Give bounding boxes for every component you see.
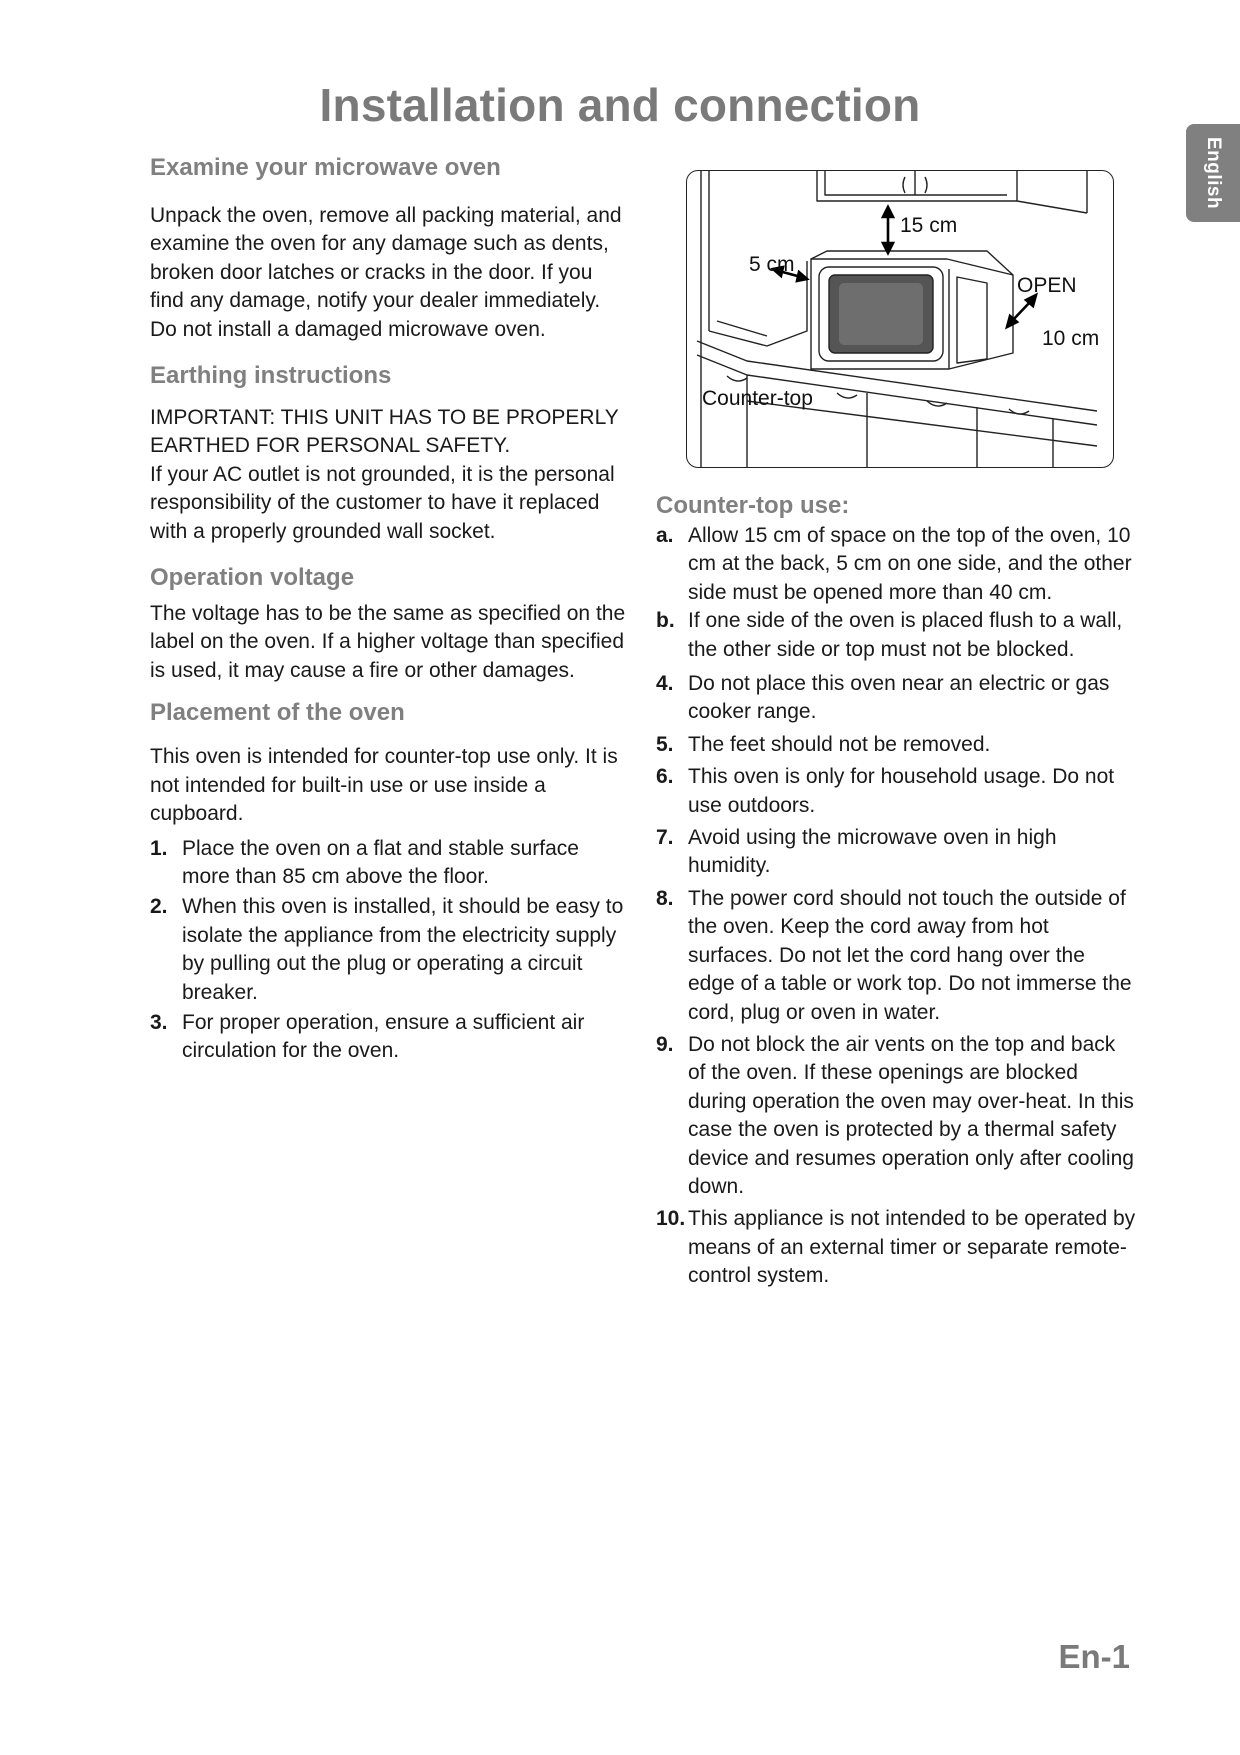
list-item [150, 1009, 630, 1066]
list-item [656, 522, 1136, 607]
list-item-text: The feet should not be removed. [688, 732, 991, 756]
figure-label-back: 10 cm [1042, 327, 1100, 350]
list-item-text: Do not place this oven near an electric or gas cooker range. [688, 672, 1110, 724]
earthing-body: If your AC outlet is not grounded, it is the personal responsibility of the customer to have it replaced with a properly grounded wall socket. [150, 462, 615, 543]
figure-label-side: 5 cm [749, 253, 795, 276]
list-item-number: 5. [656, 732, 674, 756]
list-item-text: The power cord should not touch the outside of the oven. Keep the cord away from hot surfaces. Do not let the cord hang over the edge of a table or work top. Do not immerse the cord, plug or oven in water. [688, 886, 1132, 1024]
list-item-number: 1. [150, 836, 168, 860]
list-item-text: When this oven is installed, it should be easy to isolate the appliance from the electricity supply by pulling out the plug or operating a circuit breaker. [182, 895, 624, 1004]
list-item [656, 1031, 1136, 1201]
examine-heading: Examine your microwave oven [150, 154, 501, 181]
figure-label-counter: Counter-top [702, 387, 813, 410]
list-item-text: If one side of the oven is placed flush to a wall, the other side or top must not be blocked. [688, 609, 1123, 661]
voltage-heading: Operation voltage [150, 564, 355, 592]
list-item-text: Place the oven on a flat and stable surface more than 85 cm above the floor. [182, 836, 579, 888]
left-column [150, 152, 630, 1066]
page-title: Installation and connection [319, 79, 921, 131]
language-tab [1186, 124, 1240, 222]
placement-heading: Placement of the oven [150, 699, 405, 727]
list-item [150, 893, 630, 1007]
list-item-number: a. [656, 524, 674, 547]
list-item [656, 763, 1136, 820]
list-item-number: 6. [656, 765, 674, 789]
list-item [656, 885, 1136, 1027]
placement-list [150, 835, 630, 1066]
list-item-text: Allow 15 cm of space on the top of the oven, 10 cm at the back, 5 cm on one side, and the other side must be opened more than 40 cm. [688, 524, 1132, 604]
earthing-important: IMPORTANT: THIS UNIT HAS TO BE PROPERLY EARTHED FOR PERSONAL SAFETY. [150, 406, 619, 458]
list-item-number: 2. [150, 895, 168, 919]
list-item-text: Do not block the air vents on the top and back of the oven. If these openings are blocked during operation the oven may over-heat. In this case the oven is protected by a thermal safety device and resumes operation only after cooling down. [688, 1032, 1134, 1198]
voltage-body: The voltage has to be the same as specified on the label on the oven. If a higher voltage than specified is used, it may cause a fire or other damages. [150, 602, 626, 682]
list-item-text: This oven is only for household usage. Do not use outdoors. [688, 765, 1115, 817]
list-item [656, 670, 1136, 727]
list-item-number: 4. [656, 672, 674, 696]
examine-body: Unpack the oven, remove all packing material, and examine the oven for any damage such as dents, broken door latches or cracks in the door. If you find any damage, notify your dealer immediately. Do not install a damaged microwave oven. [150, 204, 622, 341]
list-item-text: Avoid using the microwave oven in high humidity. [688, 826, 1057, 878]
earthing-heading: Earthing instructions [150, 362, 392, 390]
list-item-number: 9. [656, 1032, 674, 1056]
list-item-number: 7. [656, 826, 674, 850]
figure-label-open: OPEN [1017, 274, 1077, 297]
list-item [656, 607, 1136, 664]
list-item-number: b. [656, 609, 675, 633]
list-item-number: 10. [656, 1207, 686, 1231]
right-column [656, 490, 1136, 1291]
list-item [656, 1205, 1136, 1290]
list-item-number: 8. [656, 886, 674, 910]
list-item [656, 824, 1136, 881]
page-number: En-1 [1058, 1638, 1130, 1675]
list-item-text: For proper operation, ensure a sufficient air circulation for the oven. [182, 1010, 585, 1063]
countertop-heading: Counter-top use: [656, 492, 850, 519]
list-item-number: 3. [150, 1010, 168, 1034]
list-item [656, 731, 1136, 759]
figure-label-top: 15 cm [900, 214, 958, 237]
placement-body: This oven is intended for counter-top use only. It is not intended for built-in use or use inside a cupboard. [150, 745, 618, 826]
installation-figure [686, 170, 1114, 468]
safety-list [656, 670, 1136, 1291]
list-item-text: This appliance is not intended to be operated by means of an external timer or separate remote-control system. [688, 1207, 1136, 1288]
language-tab-label: English [1203, 136, 1224, 210]
list-item [150, 835, 630, 892]
countertop-list [656, 522, 1136, 664]
